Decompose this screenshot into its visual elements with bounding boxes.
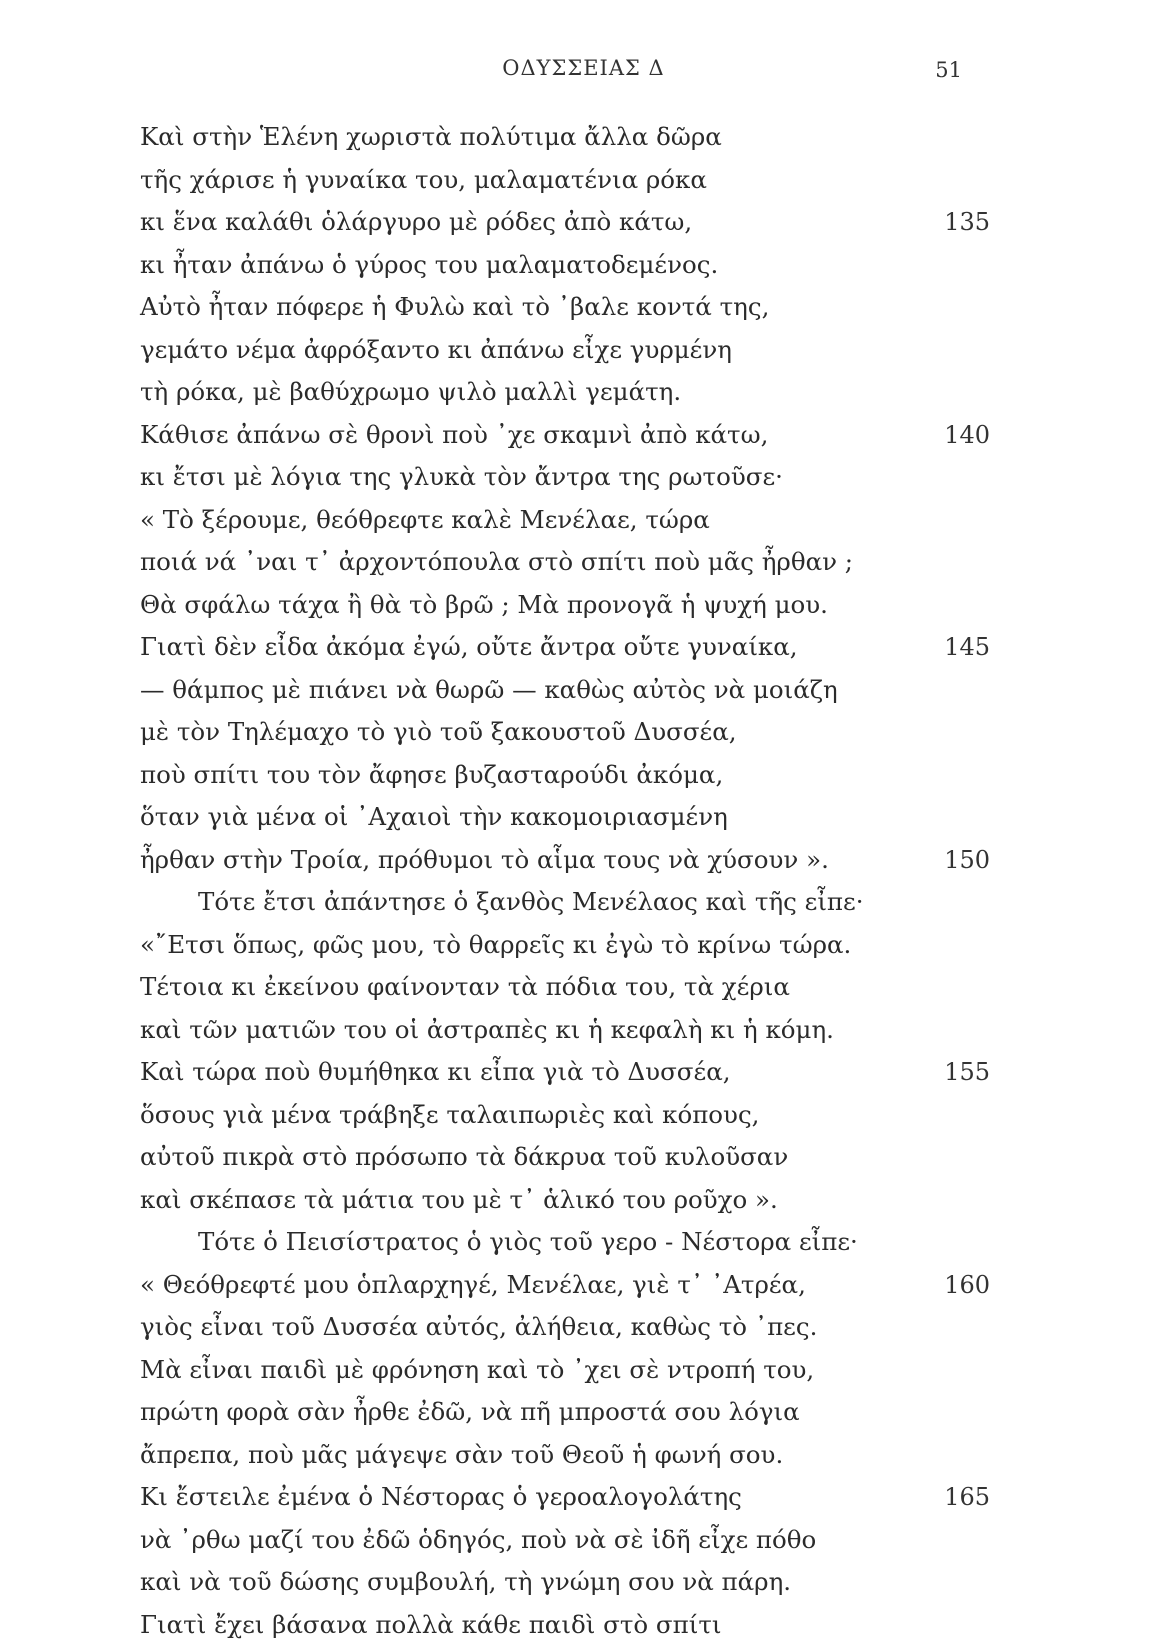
verse-line bbox=[140, 1306, 990, 1349]
line-number: 145 bbox=[944, 626, 990, 669]
verse-text: καὶ τῶν ματιῶν του οἱ ἀστραπὲς κι ἡ κεφαλὴ κι ἡ κόμη. bbox=[140, 1015, 834, 1044]
verse-text: — θάμπος μὲ πιάνει νὰ θωρῶ — καθὼς αὐτὸς νὰ μοιάζη bbox=[140, 675, 838, 704]
verse-block bbox=[140, 116, 990, 1646]
line-number: 135 bbox=[944, 201, 990, 244]
verse-text: γιὸς εἶναι τοῦ Δυσσέα αὐτός, ἀλήθεια, καθὼς τὸ ᾿πες. bbox=[140, 1312, 817, 1341]
verse-text: μὲ τὸν Τηλέμαχο τὸ γιὸ τοῦ ξακουστοῦ Δυσσέα, bbox=[140, 717, 737, 746]
verse-line bbox=[140, 626, 990, 669]
verse-text: κι ἔτσι μὲ λόγια της γλυκὰ τὸν ἄντρα της ρωτοῦσε· bbox=[140, 462, 783, 491]
verse-line bbox=[140, 201, 990, 244]
verse-line bbox=[140, 414, 990, 457]
verse-line bbox=[140, 1009, 990, 1052]
verse-line bbox=[140, 1391, 990, 1434]
verse-line bbox=[140, 541, 990, 584]
page-number: 51 bbox=[935, 58, 962, 82]
verse-text: « Θεόθρεφτέ μου ὁπλαρχηγέ, Μενέλαε, γιὲ τ᾿ ᾿Ατρέα, bbox=[140, 1270, 806, 1299]
verse-text: Κάθισε ἀπάνω σὲ θρονὶ ποὺ ᾿χε σκαμνὶ ἀπὸ κάτω, bbox=[140, 420, 768, 449]
verse-line bbox=[140, 669, 990, 712]
verse-line bbox=[140, 456, 990, 499]
verse-line bbox=[140, 584, 990, 627]
verse-line bbox=[140, 796, 990, 839]
verse-text: νὰ ᾿ρθω μαζί του ἐδῶ ὁδηγός, ποὺ νὰ σὲ ἰδῆ εἶχε πόθο bbox=[140, 1525, 816, 1554]
line-number: 150 bbox=[944, 839, 990, 882]
verse-text: ὅταν γιὰ μένα οἱ ᾿Αχαιοὶ τὴν κακομοιριασμένη bbox=[140, 802, 728, 831]
verse-text: κι ἦταν ἀπάνω ὁ γύρος του μαλαματοδεμένος. bbox=[140, 250, 718, 279]
verse-text: ἦρθαν στὴν Τροία, πρόθυμοι τὸ αἷμα τους νὰ χύσουν ». bbox=[140, 845, 829, 874]
verse-line bbox=[140, 116, 990, 159]
verse-line bbox=[140, 924, 990, 967]
line-number: 160 bbox=[944, 1264, 990, 1307]
verse-line bbox=[140, 1136, 990, 1179]
verse-text: « Τὸ ξέρουμε, θεόθρεφτε καλὲ Μενέλαε, τώρα bbox=[140, 505, 710, 534]
verse-line bbox=[140, 329, 990, 372]
verse-text: Κι ἔστειλε ἐμένα ὁ Νέστορας ὁ γεροαλογολάτης bbox=[140, 1482, 742, 1511]
verse-line bbox=[140, 1604, 990, 1646]
verse-line bbox=[140, 286, 990, 329]
verse-line bbox=[140, 244, 990, 287]
verse-text: Τότε ὁ Πεισίστρατος ὁ γιὸς τοῦ γερο - Νέστορα εἶπε· bbox=[140, 1227, 858, 1256]
verse-line bbox=[140, 839, 990, 882]
line-number: 155 bbox=[944, 1051, 990, 1094]
verse-line bbox=[140, 1051, 990, 1094]
verse-line bbox=[140, 159, 990, 202]
verse-text: αὐτοῦ πικρὰ στὸ πρόσωπο τὰ δάκρυα τοῦ κυλοῦσαν bbox=[140, 1142, 788, 1171]
verse-line bbox=[140, 1179, 990, 1222]
verse-text: πρώτη φορὰ σὰν ἦρθε ἐδῶ, νὰ πῆ μπροστά σου λόγια bbox=[140, 1397, 800, 1426]
verse-line bbox=[140, 1264, 990, 1307]
verse-text: Καὶ στὴν Ἑλένη χωριστὰ πολύτιμα ἄλλα δῶρα bbox=[140, 122, 722, 151]
verse-line bbox=[140, 754, 990, 797]
verse-text: «῎Ετσι ὅπως, φῶς μου, τὸ θαρρεῖς κι ἐγὼ τὸ κρίνω τώρα. bbox=[140, 930, 851, 959]
verse-text: Τότε ἔτσι ἀπάντησε ὁ ξανθὸς Μενέλαος καὶ τῆς εἶπε· bbox=[140, 887, 864, 916]
verse-line bbox=[140, 1434, 990, 1477]
verse-text: Τέτοια κι ἐκείνου φαίνονταν τὰ πόδια του, τὰ χέρια bbox=[140, 972, 790, 1001]
verse-line bbox=[140, 499, 990, 542]
verse-text: Αὐτὸ ἦταν πόφερε ἡ Φυλὼ καὶ τὸ ᾿βαλε κοντά της, bbox=[140, 292, 769, 321]
verse-line bbox=[140, 1476, 990, 1519]
verse-line bbox=[140, 966, 990, 1009]
verse-line bbox=[140, 1561, 990, 1604]
verse-text: Θὰ σφάλω τάχα ἢ θὰ τὸ βρῶ ; Μὰ προνογᾶ ἡ ψυχή μου. bbox=[140, 590, 828, 619]
verse-line bbox=[140, 1349, 990, 1392]
verse-line bbox=[140, 1221, 990, 1264]
verse-text: Γιατὶ ἔχει βάσανα πολλὰ κάθε παιδὶ στὸ σπίτι bbox=[140, 1610, 722, 1639]
verse-text: καὶ σκέπασε τὰ μάτια του μὲ τ᾿ ἁλικό του ροῦχο ». bbox=[140, 1185, 778, 1214]
verse-line bbox=[140, 711, 990, 754]
verse-line bbox=[140, 371, 990, 414]
verse-text: τὴ ρόκα, μὲ βαθύχρωμο ψιλὸ μαλλὶ γεμάτη. bbox=[140, 377, 681, 406]
verse-line bbox=[140, 881, 990, 924]
verse-text: γεμάτο νέμα ἀφρόξαντο κι ἀπάνω εἶχε γυρμένη bbox=[140, 335, 732, 364]
verse-text: καὶ νὰ τοῦ δώσης συμβουλή, τὴ γνώμη σου νὰ πάρη. bbox=[140, 1567, 791, 1596]
verse-text: Μὰ εἶναι παιδὶ μὲ φρόνηση καὶ τὸ ᾿χει σὲ ντροπή του, bbox=[140, 1355, 814, 1384]
line-number: 165 bbox=[944, 1476, 990, 1519]
verse-text: ποιά νά ᾿ναι τ᾿ ἀρχοντόπουλα στὸ σπίτι ποὺ μᾶς ἦρθαν ; bbox=[140, 547, 853, 576]
verse-line bbox=[140, 1519, 990, 1562]
verse-text: ὅσους γιὰ μένα τράβηξε ταλαιπωριὲς καὶ κόπους, bbox=[140, 1100, 759, 1129]
verse-text: κι ἕνα καλάθι ὁλάργυρο μὲ ρόδες ἀπὸ κάτω, bbox=[140, 207, 692, 236]
verse-text: Γιατὶ δὲν εἶδα ἀκόμα ἐγώ, οὔτε ἄντρα οὔτε γυναίκα, bbox=[140, 632, 798, 661]
verse-line bbox=[140, 1094, 990, 1137]
running-title: ΟΔΥΣΣΕΙΑΣ Δ bbox=[0, 56, 1167, 80]
verse-text: Καὶ τώρα ποὺ θυμήθηκα κι εἶπα γιὰ τὸ Δυσσέα, bbox=[140, 1057, 731, 1086]
verse-text: τῆς χάρισε ἡ γυναίκα του, μαλαματένια ρόκα bbox=[140, 165, 707, 194]
verse-text: ποὺ σπίτι του τὸν ἄφησε βυζασταρούδι ἀκόμα, bbox=[140, 760, 723, 789]
line-number: 140 bbox=[944, 414, 990, 457]
verse-text: ἄπρεπα, ποὺ μᾶς μάγεψε σὰν τοῦ Θεοῦ ἡ φωνή σου. bbox=[140, 1440, 783, 1469]
